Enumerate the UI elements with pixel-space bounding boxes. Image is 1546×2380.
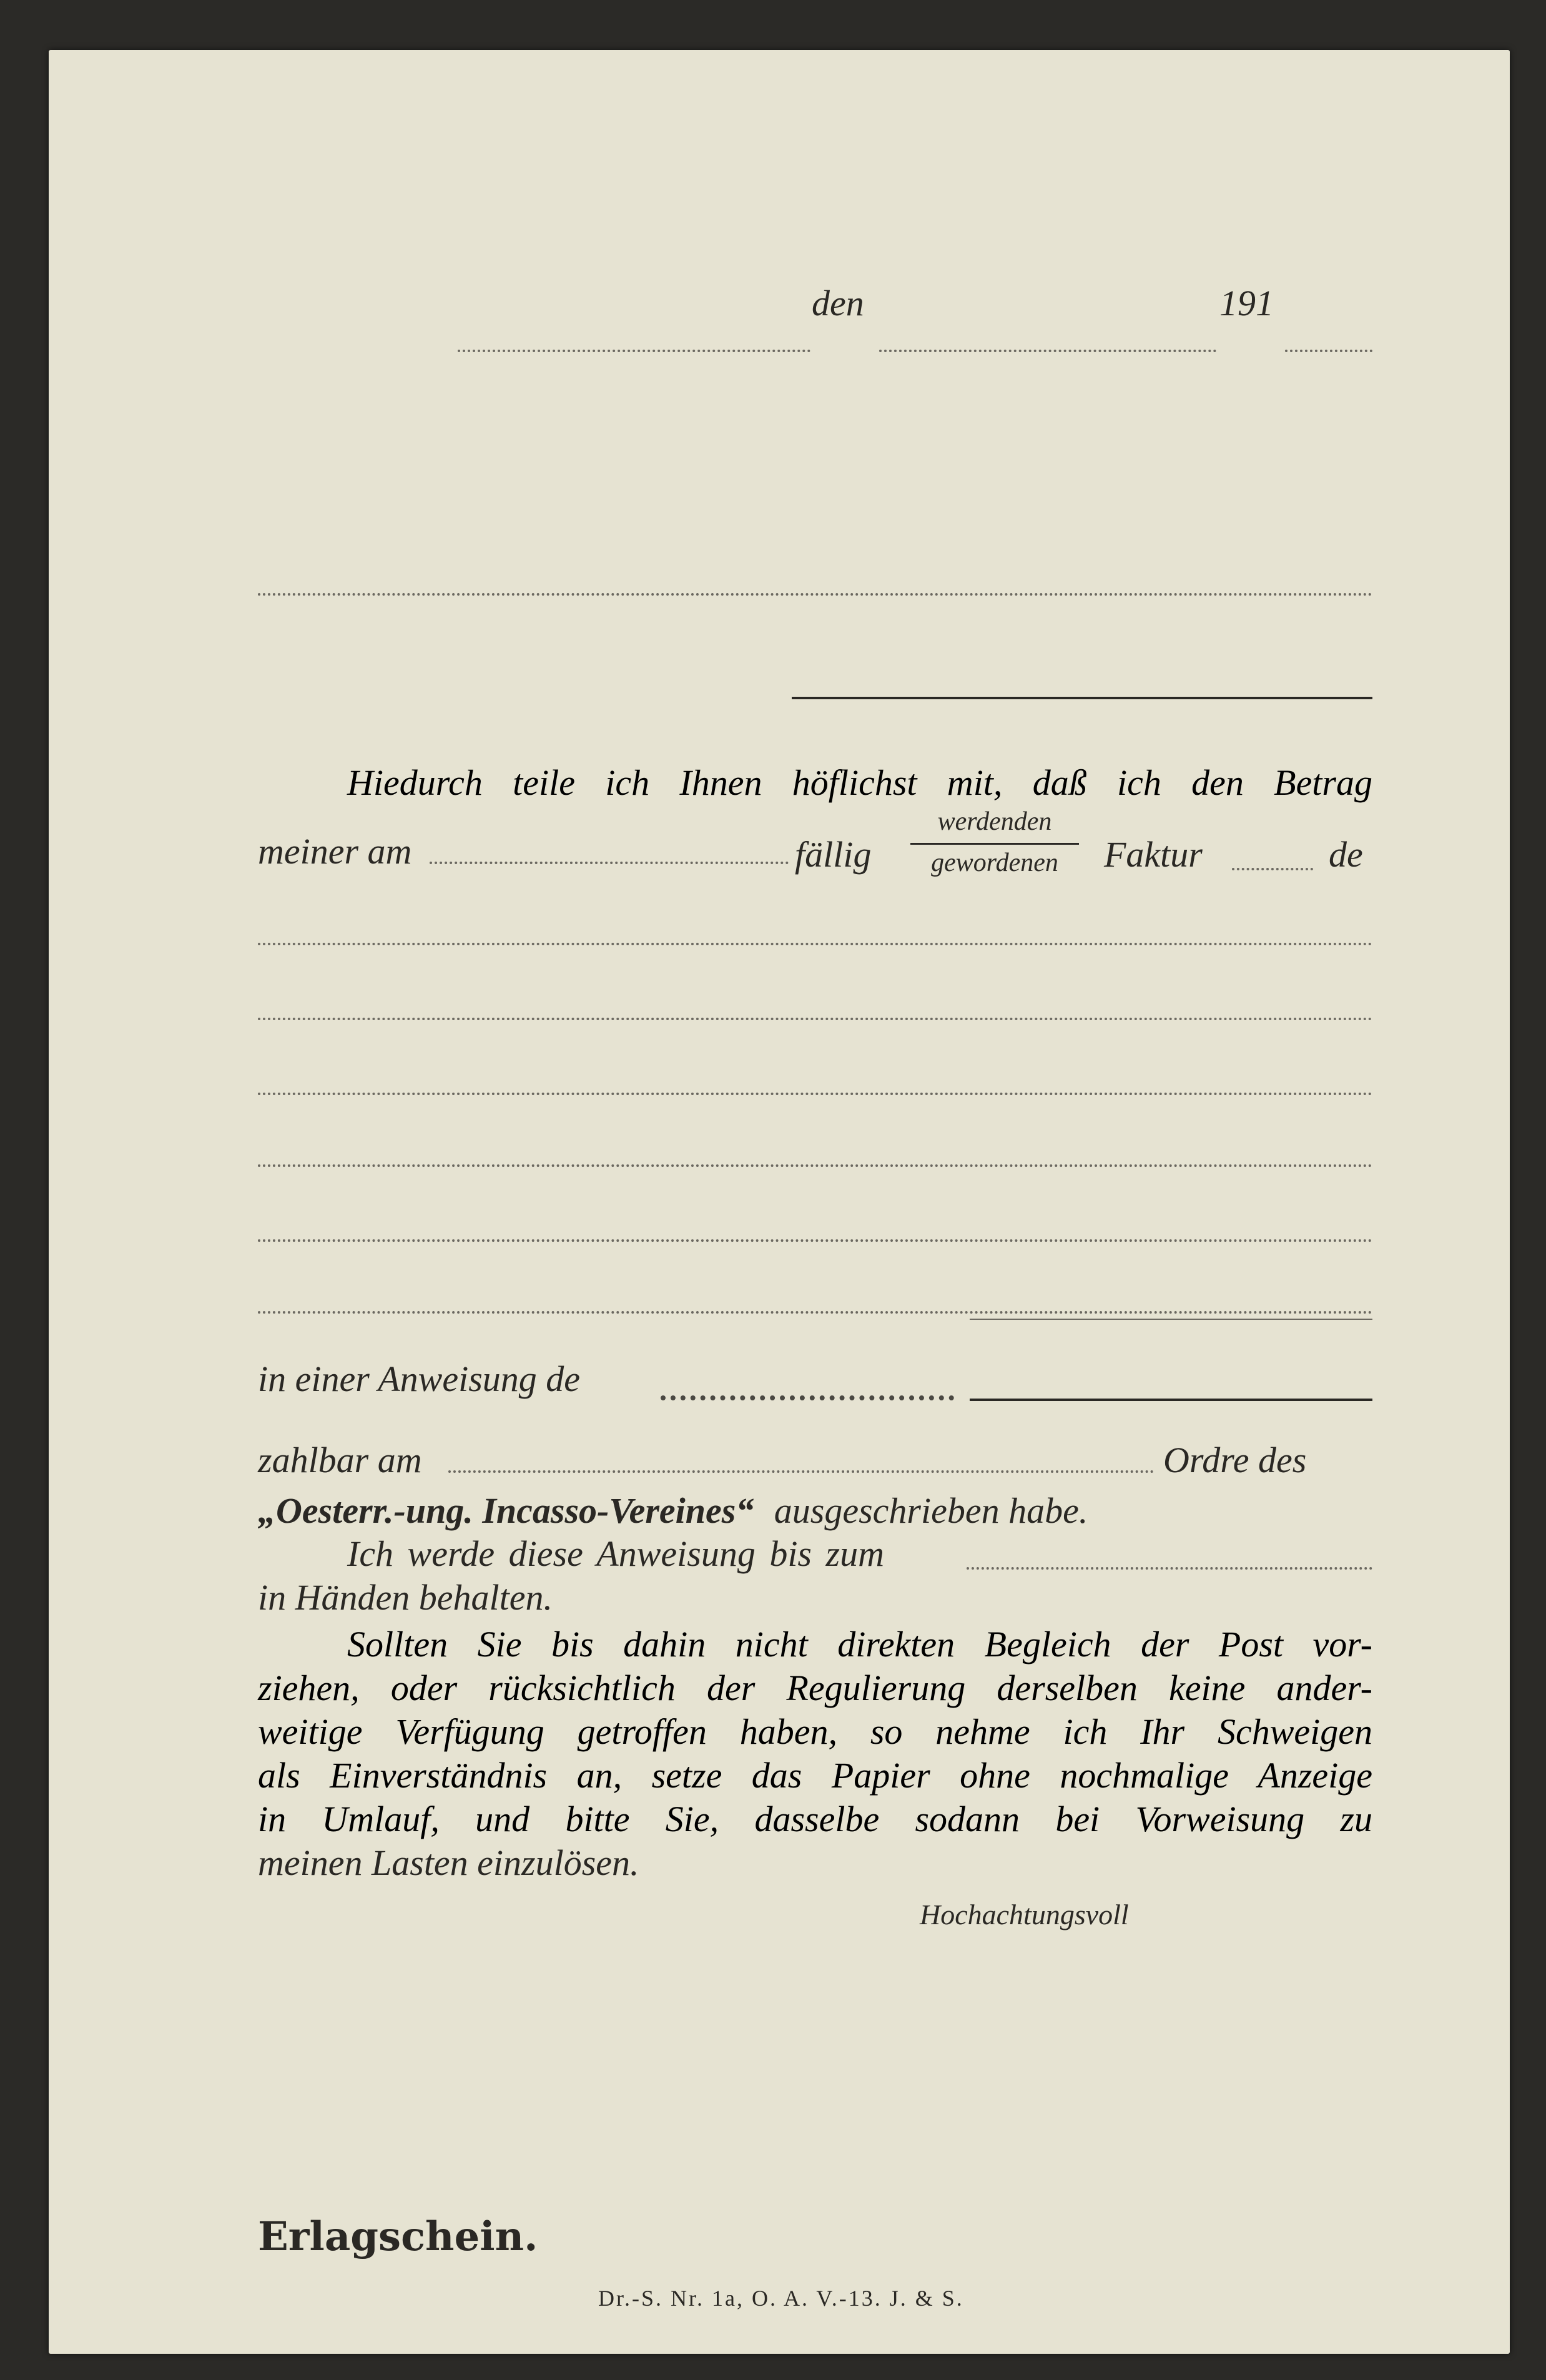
form-sheet [49, 50, 1510, 2354]
sum-rule [970, 1312, 1372, 1320]
meiner-am-label: meiner am [258, 831, 412, 872]
blank-line-5[interactable] [258, 1233, 1372, 1242]
place-field[interactable] [458, 312, 810, 352]
addressee-place-field[interactable] [792, 691, 1372, 699]
gewordenen-label: gewordenen [931, 848, 1058, 877]
fraction-bar [910, 843, 1079, 845]
para-line-3: weitige Verfügung getroffen haben, so nehme ich Ihr Schweigen [258, 1711, 1372, 1752]
den-label: den [812, 283, 864, 323]
anweisung-leader [661, 1389, 954, 1400]
print-code: Dr.-S. Nr. 1a, O. A. V.-13. J. & S. [598, 2286, 964, 2311]
verein-line [258, 1489, 1088, 1532]
invoice-date-field[interactable] [430, 855, 789, 864]
closing-text: Hochachtungsvoll [920, 1899, 1129, 1930]
para-line-2: ziehen, oder rücksichtlich der Regulierung derselben keine ander- [258, 1668, 1372, 1708]
ich-werde-text: Ich werde diese Anweisung bis zum [347, 1533, 884, 1574]
in-haenden-text: in Händen behalten. [258, 1577, 553, 1618]
para-line-4: als Einverständnis an, setze das Papier ohne nochmalige Anzeige [258, 1755, 1372, 1796]
blank-line-1[interactable] [258, 937, 1372, 945]
blank-line-2[interactable] [258, 1011, 1372, 1020]
bis-zum-field[interactable] [967, 1561, 1372, 1570]
faktur-label: Faktur [1104, 834, 1203, 875]
ordre-des-label: Ordre des [1163, 1440, 1307, 1480]
faellig-label: fällig [795, 834, 872, 875]
zahlbar-am-label: zahlbar am [258, 1440, 422, 1480]
addressee-field[interactable] [258, 587, 1372, 596]
para-line-6: meinen Lasten einzulösen. [258, 1842, 639, 1883]
year-field[interactable] [1285, 312, 1372, 352]
para-line-5: in Umlauf, und bitte Sie, dasselbe sodann bei Vorweisung zu [258, 1799, 1372, 1839]
faktur-field[interactable] [1232, 862, 1313, 870]
amount-field[interactable] [970, 1392, 1372, 1401]
anweisung-label: in einer Anweisung de [258, 1359, 581, 1399]
para-line-1: Sollten Sie bis dahin nicht direkten Begleich der Post vor- [347, 1624, 1372, 1665]
verein-name: „Oesterr.-ung. Incasso-Vereines“ [258, 1490, 754, 1531]
de-label: de [1329, 834, 1363, 875]
year-label: 191 [1219, 283, 1274, 323]
blank-line-3[interactable] [258, 1086, 1372, 1095]
werdenden-label: werdenden [937, 807, 1052, 836]
intro-text: Hiedurch teile ich Ihnen höflichst mit, daß ich den Betrag [347, 762, 1372, 803]
erlagschein-label: Erlagschein. [258, 2213, 538, 2260]
ausgeschrieben-text: ausgeschrieben habe. [774, 1490, 1088, 1531]
blank-line-4[interactable] [258, 1158, 1372, 1167]
date-field[interactable] [879, 312, 1216, 352]
payable-date-field[interactable] [448, 1464, 1154, 1473]
